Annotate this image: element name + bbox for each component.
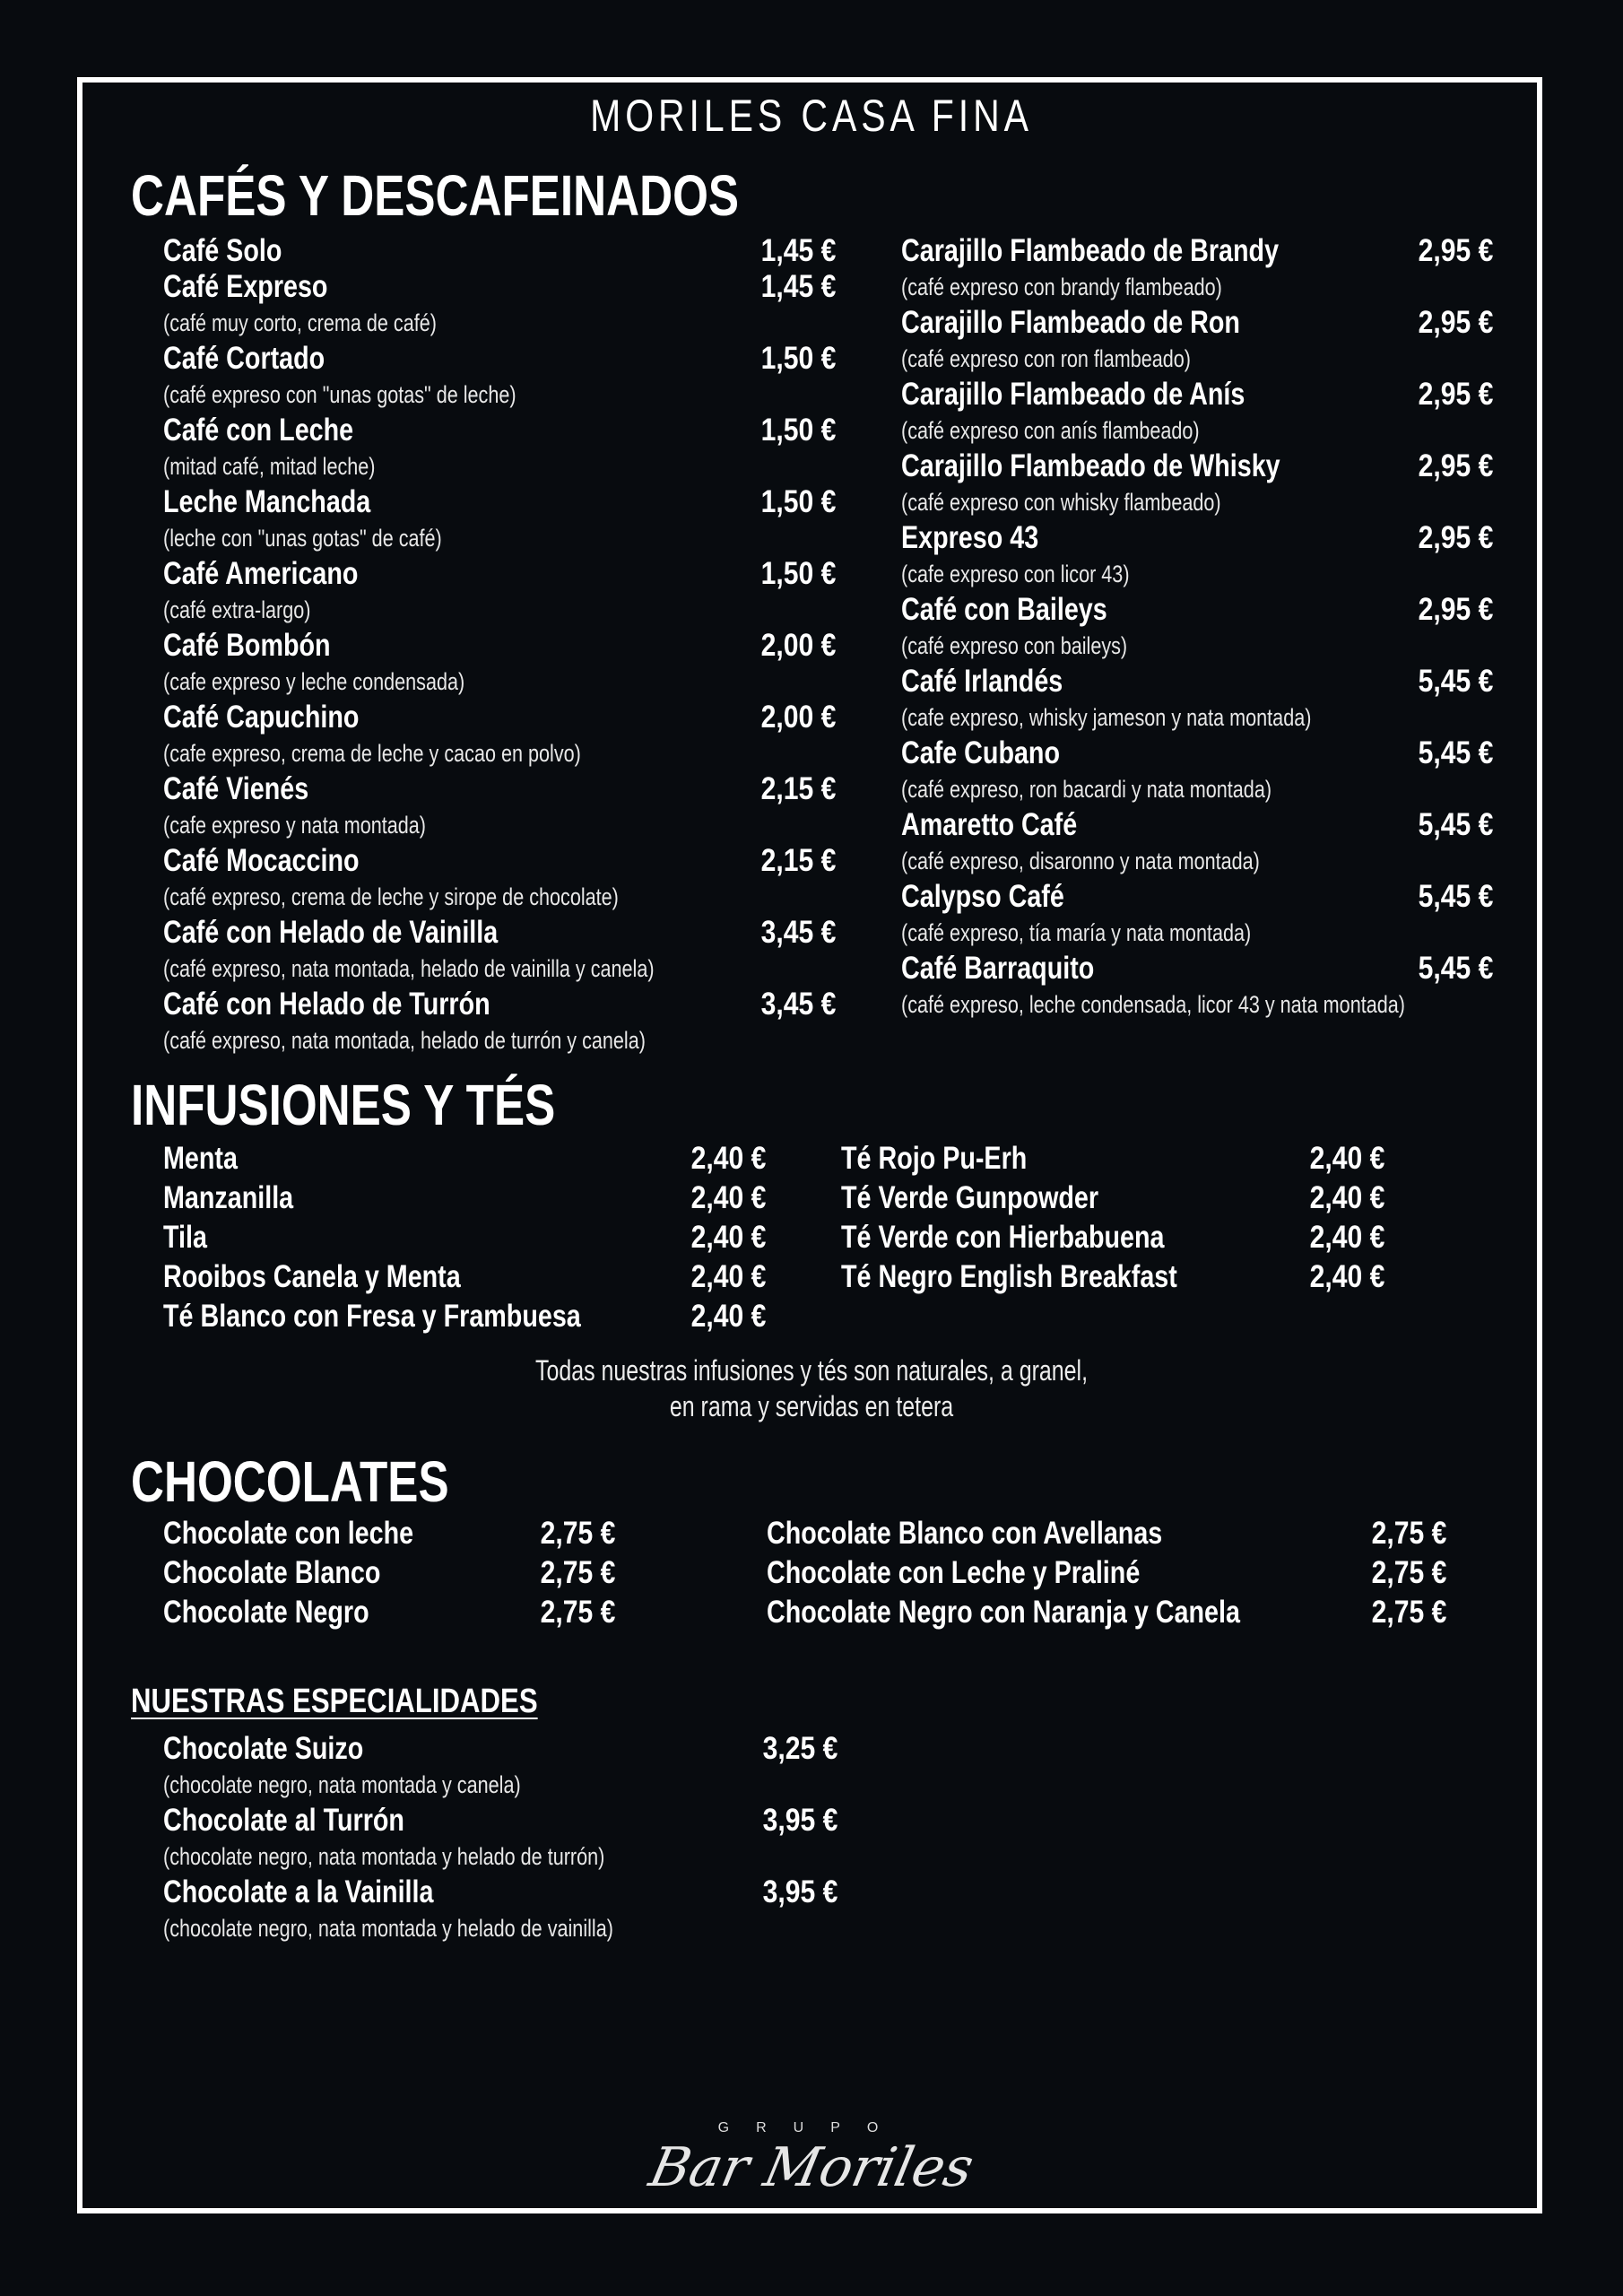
item-price: 1,45 € (760, 269, 836, 304)
menu-item-row (901, 377, 1493, 413)
menu-item-row (901, 664, 1493, 700)
menu-item (163, 843, 836, 915)
item-name: Menta (163, 1141, 238, 1176)
menu-item-row (163, 1257, 766, 1297)
menu-item (163, 1553, 615, 1593)
item-price: 2,75 € (540, 1595, 615, 1630)
menu-item (841, 1218, 1384, 1257)
item-name: Café con Helado de Vainilla (163, 915, 499, 950)
section-title-infusiones: INFUSIONES Y TÉS (131, 1073, 556, 1137)
menu-item-row (163, 843, 836, 879)
item-price: 2,75 € (540, 1555, 615, 1590)
item-price: 2,95 € (1418, 592, 1493, 627)
item-price: 1,50 € (760, 556, 836, 591)
infusiones-left-column (163, 1139, 766, 1336)
menu-item (767, 1514, 1446, 1553)
cafes-right-column (901, 233, 1493, 1022)
menu-item (163, 1218, 766, 1257)
item-name: Chocolate Negro con Naranja y Canela (767, 1595, 1240, 1630)
cafes-left-column (163, 233, 836, 1058)
item-name: Café Solo (163, 233, 282, 268)
menu-item (163, 915, 836, 987)
item-price: 2,75 € (1371, 1516, 1446, 1551)
item-name: Chocolate con leche (163, 1516, 414, 1551)
section-title-cafes: CAFÉS Y DESCAFEINADOS (131, 163, 740, 228)
menu-item (901, 951, 1493, 1022)
item-price: 2,15 € (760, 843, 836, 878)
logo-grupo-text: GRUPO (717, 2120, 906, 2135)
menu-item (901, 377, 1493, 448)
item-price: 2,40 € (690, 1299, 766, 1334)
item-description: (cafe expreso y nata montada) (163, 812, 426, 839)
item-price: 2,40 € (690, 1259, 766, 1294)
menu-item (901, 305, 1493, 377)
menu-item (841, 1178, 1384, 1218)
item-name: Café Mocaccino (163, 843, 360, 878)
menu-item-row (163, 1218, 766, 1257)
menu-item-row (767, 1553, 1446, 1593)
item-description: (café muy corto, crema de café) (163, 309, 437, 336)
item-price: 5,45 € (1418, 807, 1493, 842)
menu-item-row (163, 269, 836, 305)
item-price: 2,40 € (690, 1220, 766, 1255)
item-description: (café expreso con "unas gotas" de leche) (163, 381, 516, 408)
item-name: Café con Baileys (901, 592, 1107, 627)
item-price: 1,50 € (760, 413, 836, 448)
item-description: (café extra-largo) (163, 596, 311, 623)
menu-item (901, 807, 1493, 879)
item-price: 1,50 € (760, 484, 836, 519)
item-price: 2,75 € (1371, 1595, 1446, 1630)
menu-item-row (163, 987, 836, 1022)
menu-item (901, 735, 1493, 807)
menu-item (163, 341, 836, 413)
menu-item (163, 1139, 766, 1178)
item-price: 2,00 € (760, 700, 836, 735)
menu-item (163, 987, 836, 1058)
menu-item (163, 1874, 838, 1946)
menu-item-row (841, 1139, 1384, 1178)
item-name: Café con Helado de Turrón (163, 987, 490, 1022)
menu-item-row (901, 305, 1493, 341)
menu-item (767, 1593, 1446, 1632)
item-name: Amaretto Café (901, 807, 1078, 842)
item-description: (café expreso con anís flambeado) (901, 417, 1200, 444)
menu-item (901, 592, 1493, 664)
menu-item (163, 1178, 766, 1218)
item-name: Café Barraquito (901, 951, 1095, 986)
item-price: 2,95 € (1418, 305, 1493, 340)
item-description: (café expreso, disaronno y nata montada) (901, 848, 1260, 874)
menu-item (901, 448, 1493, 520)
menu-item-row (163, 1874, 838, 1910)
item-description: (café expreso, leche condensada, licor 43 y nata montada) (901, 991, 1405, 1018)
menu-item-row (163, 1593, 615, 1632)
menu-item (901, 879, 1493, 951)
item-name: Cafe Cubano (901, 735, 1061, 770)
item-name: Café Capuchino (163, 700, 360, 735)
menu-item-row (841, 1257, 1384, 1297)
menu-item (163, 269, 836, 341)
menu-item (163, 771, 836, 843)
item-name: Carajillo Flambeado de Ron (901, 305, 1240, 340)
menu-item-row (163, 771, 836, 807)
menu-item (901, 664, 1493, 735)
menu-item (163, 1297, 766, 1336)
item-name: Chocolate al Turrón (163, 1803, 404, 1838)
item-description: (café expreso con whisky flambeado) (901, 489, 1221, 516)
item-price: 2,40 € (690, 1180, 766, 1215)
item-name: Café Expreso (163, 269, 328, 304)
item-price: 2,95 € (1418, 448, 1493, 483)
item-price: 2,75 € (1371, 1555, 1446, 1590)
menu-item-row (841, 1218, 1384, 1257)
item-price: 1,45 € (760, 233, 836, 268)
item-description: (leche con "unas gotas" de café) (163, 525, 442, 552)
menu-item-row (901, 807, 1493, 843)
menu-item (163, 1731, 838, 1803)
item-price: 1,50 € (760, 341, 836, 376)
menu-item-row (901, 735, 1493, 771)
menu-item-row (163, 1553, 615, 1593)
item-price: 2,40 € (1309, 1180, 1384, 1215)
item-price: 2,40 € (1309, 1141, 1384, 1176)
item-name: Café Americano (163, 556, 359, 591)
menu-item-row (163, 1297, 766, 1336)
menu-item-row (163, 1803, 838, 1839)
menu-item-row (841, 1178, 1384, 1218)
menu-item (841, 1257, 1384, 1297)
item-description: (cafe expreso, crema de leche y cacao en polvo) (163, 740, 581, 767)
item-name: Expreso 43 (901, 520, 1039, 555)
menu-item (163, 628, 836, 700)
menu-item-row (767, 1593, 1446, 1632)
item-name: Té Negro English Breakfast (841, 1259, 1177, 1294)
item-name: Tila (163, 1220, 207, 1255)
menu-item (901, 233, 1493, 305)
item-name: Chocolate Suizo (163, 1731, 364, 1766)
item-name: Chocolate a la Vainilla (163, 1874, 434, 1909)
item-price: 2,40 € (1309, 1259, 1384, 1294)
item-price: 2,15 € (760, 771, 836, 806)
menu-item-row (163, 413, 836, 448)
item-name: Café Irlandés (901, 664, 1063, 699)
menu-item-row (901, 520, 1493, 556)
menu-item-row (163, 1731, 838, 1767)
item-name: Chocolate Blanco (163, 1555, 381, 1590)
menu-item-row (163, 1139, 766, 1178)
menu-item-row (163, 341, 836, 377)
item-description: (cafe expreso, whisky jameson y nata montada) (901, 704, 1312, 731)
especialidades-column (163, 1731, 838, 1946)
item-description: (café expreso, nata montada, helado de vainilla y canela) (163, 955, 655, 982)
item-description: (café expreso, nata montada, helado de turrón y canela) (163, 1027, 646, 1054)
menu-item-row (163, 233, 836, 269)
menu-item-row (901, 951, 1493, 987)
item-description: (cafe expreso y leche condensada) (163, 668, 465, 695)
infusiones-note-line-1: Todas nuestras infusiones y tés son naturales, a granel, (534, 1354, 1089, 1387)
item-name: Café Vienés (163, 771, 309, 806)
item-price: 2,95 € (1418, 377, 1493, 412)
item-price: 5,45 € (1418, 735, 1493, 770)
menu-item-row (901, 879, 1493, 915)
item-name: Leche Manchada (163, 484, 371, 519)
item-price: 2,75 € (540, 1516, 615, 1551)
item-price: 2,95 € (1418, 233, 1493, 268)
menu-item (163, 1257, 766, 1297)
item-description: (café expreso con ron flambeado) (901, 345, 1191, 372)
chocolates-left-column (163, 1514, 615, 1632)
menu-item-row (163, 1514, 615, 1553)
item-name: Café Cortado (163, 341, 325, 376)
item-description: (café expreso, tía maría y nata montada) (901, 919, 1252, 946)
item-name: Carajillo Flambeado de Anís (901, 377, 1245, 412)
item-description: (café expreso, ron bacardi y nata montada) (901, 776, 1272, 803)
menu-item (901, 520, 1493, 592)
item-name: Calypso Café (901, 879, 1064, 914)
menu-item-row (163, 628, 836, 664)
item-name: Té Blanco con Fresa y Frambuesa (163, 1299, 581, 1334)
restaurant-name: MORILES CASA FINA (590, 91, 1033, 141)
menu-item-row (901, 448, 1493, 484)
item-price: 3,45 € (760, 915, 836, 950)
item-price: 3,45 € (760, 987, 836, 1022)
item-description: (mitad café, mitad leche) (163, 453, 376, 480)
item-price: 2,40 € (690, 1141, 766, 1176)
menu-item (163, 1803, 838, 1874)
item-description: (cafe expreso con licor 43) (901, 561, 1130, 587)
logo-script-text: Bar Moriles (644, 2136, 979, 2199)
item-price: 3,25 € (762, 1731, 838, 1766)
item-name: Chocolate Negro (163, 1595, 369, 1630)
chocolates-right-column (767, 1514, 1446, 1632)
item-name: Chocolate Blanco con Avellanas (767, 1516, 1163, 1551)
menu-item-row (163, 700, 836, 735)
menu-item (767, 1553, 1446, 1593)
item-price: 2,95 € (1418, 520, 1493, 555)
item-price: 5,45 € (1418, 664, 1493, 699)
item-name: Té Verde con Hierbabuena (841, 1220, 1165, 1255)
menu-item (163, 413, 836, 484)
menu-item-row (163, 915, 836, 951)
item-name: Rooibos Canela y Menta (163, 1259, 461, 1294)
item-price: 3,95 € (762, 1874, 838, 1909)
item-price: 2,40 € (1309, 1220, 1384, 1255)
menu-item (163, 1514, 615, 1553)
menu-item (163, 484, 836, 556)
section-title-chocolates: CHOCOLATES (131, 1449, 449, 1514)
menu-item (163, 1593, 615, 1632)
item-price: 3,95 € (762, 1803, 838, 1838)
item-price: 2,00 € (760, 628, 836, 663)
menu-item-row (901, 233, 1493, 269)
menu-item-row (767, 1514, 1446, 1553)
menu-item-row (901, 592, 1493, 628)
item-name: Té Verde Gunpowder (841, 1180, 1099, 1215)
item-name: Chocolate con Leche y Praliné (767, 1555, 1141, 1590)
menu-item (163, 556, 836, 628)
section-title-especialidades: NUESTRAS ESPECIALIDADES (131, 1683, 538, 1720)
item-name: Café Bombón (163, 628, 331, 663)
menu-item-row (163, 484, 836, 520)
menu-item (163, 700, 836, 771)
item-description: (café expreso, crema de leche y sirope de chocolate) (163, 883, 619, 910)
infusiones-right-column (841, 1139, 1384, 1297)
item-name: Café con Leche (163, 413, 354, 448)
item-description: (café expreso con brandy flambeado) (901, 274, 1222, 300)
item-description: (chocolate negro, nata montada y canela) (163, 1771, 521, 1798)
item-description: (chocolate negro, nata montada y helado de turrón) (163, 1843, 605, 1870)
item-price: 5,45 € (1418, 951, 1493, 986)
menu-item (841, 1139, 1384, 1178)
grupo-bar-moriles-logo (644, 2120, 979, 2201)
item-description: (café expreso con baileys) (901, 632, 1128, 659)
infusiones-note-line-2: en rama y servidas en tetera (669, 1390, 954, 1422)
item-name: Carajillo Flambeado de Brandy (901, 233, 1280, 268)
menu-item-row (163, 556, 836, 592)
item-name: Carajillo Flambeado de Whisky (901, 448, 1280, 483)
item-name: Manzanilla (163, 1180, 294, 1215)
item-description: (chocolate negro, nata montada y helado de vainilla) (163, 1915, 613, 1942)
item-price: 5,45 € (1418, 879, 1493, 914)
menu-item (163, 233, 836, 269)
item-name: Té Rojo Pu-Erh (841, 1141, 1028, 1176)
menu-item-row (163, 1178, 766, 1218)
